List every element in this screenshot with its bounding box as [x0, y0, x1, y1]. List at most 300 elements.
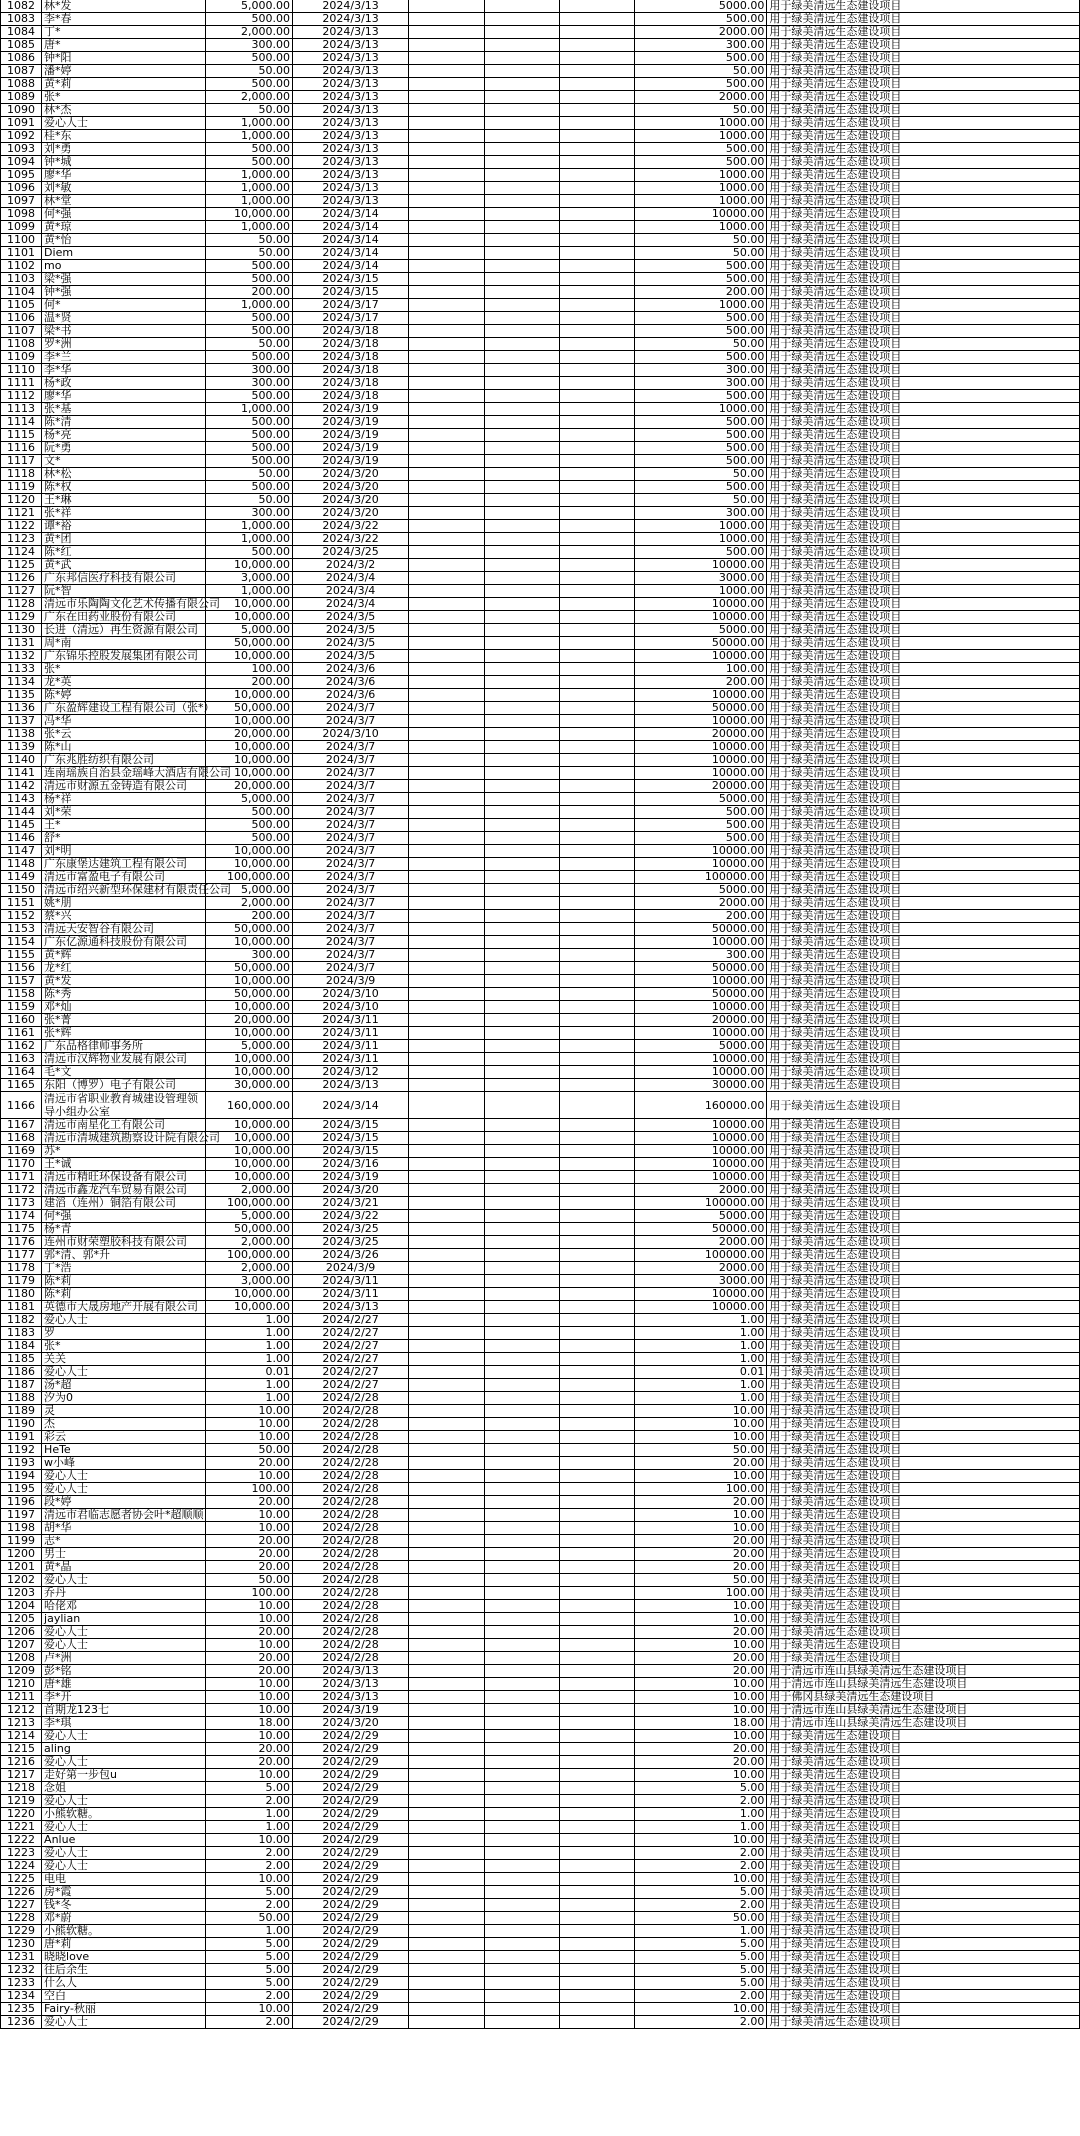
- empty-cell: [559, 1483, 634, 1496]
- row-number: 1119: [1, 481, 42, 494]
- donation-amount: 18.00: [206, 1717, 293, 1730]
- donation-date: 2024/2/28: [292, 1392, 408, 1405]
- donation-date: 2024/3/12: [292, 1066, 408, 1079]
- table-row: [1, 312, 1080, 325]
- row-number: 1217: [1, 1769, 42, 1782]
- donation-date: 2024/3/18: [292, 377, 408, 390]
- donation-date: 2024/3/11: [292, 1027, 408, 1040]
- donation-amount: 1,000.00: [206, 130, 293, 143]
- table-row: [1, 949, 1080, 962]
- row-number: 1222: [1, 1834, 42, 1847]
- donor-name: aling: [42, 1743, 206, 1756]
- empty-cell: [559, 1535, 634, 1548]
- empty-cell: [409, 130, 484, 143]
- empty-cell: [559, 1873, 634, 1886]
- empty-cell: [409, 1079, 484, 1092]
- donor-name: 阮*智: [42, 585, 206, 598]
- table-row: [1, 1431, 1080, 1444]
- empty-cell: [559, 715, 634, 728]
- usage-purpose: 用于绿美清远生态建设项目: [767, 182, 1080, 195]
- table-row: [1, 1561, 1080, 1574]
- empty-cell: [484, 494, 559, 507]
- row-number: 1150: [1, 884, 42, 897]
- empty-cell: [484, 1795, 559, 1808]
- table-row: [1, 598, 1080, 611]
- donation-amount: 50.00: [206, 234, 293, 247]
- usage-purpose: 用于绿美清远生态建设项目: [767, 1379, 1080, 1392]
- usage-amount: 1.00: [635, 1340, 767, 1353]
- usage-purpose: 用于绿美清远生态建设项目: [767, 351, 1080, 364]
- donation-date: 2024/2/27: [292, 1314, 408, 1327]
- empty-cell: [484, 429, 559, 442]
- donor-name: 刘*明: [42, 845, 206, 858]
- donor-name: 清远市清城建筑勘察设计院有限公司: [42, 1132, 206, 1145]
- usage-purpose: 用于绿美清远生态建设项目: [767, 1886, 1080, 1899]
- donation-amount: 500.00: [206, 143, 293, 156]
- donation-date: 2024/2/29: [292, 2016, 408, 2029]
- empty-cell: [484, 117, 559, 130]
- empty-cell: [559, 1834, 634, 1847]
- row-number: 1102: [1, 260, 42, 273]
- donation-amount: 3,000.00: [206, 1275, 293, 1288]
- usage-purpose: 用于绿美清远生态建设项目: [767, 1769, 1080, 1782]
- usage-purpose: 用于绿美清远生态建设项目: [767, 702, 1080, 715]
- usage-amount: 500.00: [635, 52, 767, 65]
- row-number: 1195: [1, 1483, 42, 1496]
- empty-cell: [484, 1001, 559, 1014]
- table-row: [1, 975, 1080, 988]
- row-number: 1139: [1, 741, 42, 754]
- empty-cell: [409, 1379, 484, 1392]
- row-number: 1085: [1, 39, 42, 52]
- donor-name: 广东盈辉建设工程有限公司（张*）: [42, 702, 206, 715]
- empty-cell: [559, 1613, 634, 1626]
- donation-amount: 2.00: [206, 1795, 293, 1808]
- donation-amount: 1.00: [206, 1340, 293, 1353]
- empty-cell: [484, 143, 559, 156]
- table-row: [1, 1027, 1080, 1040]
- usage-amount: 100000.00: [635, 871, 767, 884]
- row-number: 1165: [1, 1079, 42, 1092]
- donation-date: 2024/2/29: [292, 1964, 408, 1977]
- empty-cell: [409, 390, 484, 403]
- empty-cell: [484, 897, 559, 910]
- empty-cell: [484, 1704, 559, 1717]
- donor-name: 周*南: [42, 637, 206, 650]
- table-row: [1, 65, 1080, 78]
- empty-cell: [559, 728, 634, 741]
- table-row: [1, 1574, 1080, 1587]
- usage-purpose: 用于绿美清远生态建设项目: [767, 975, 1080, 988]
- table-row: [1, 1769, 1080, 1782]
- donation-date: 2024/2/29: [292, 1951, 408, 1964]
- row-number: 1126: [1, 572, 42, 585]
- donation-date: 2024/2/29: [292, 1873, 408, 1886]
- usage-amount: 500.00: [635, 312, 767, 325]
- donor-name: 李*琪: [42, 1717, 206, 1730]
- donation-date: 2024/3/7: [292, 780, 408, 793]
- donation-amount: 10,000.00: [206, 858, 293, 871]
- donor-name: 郭*清、郭*升: [42, 1249, 206, 1262]
- usage-amount: 500.00: [635, 819, 767, 832]
- donation-amount: 20.00: [206, 1561, 293, 1574]
- row-number: 1225: [1, 1873, 42, 1886]
- donation-amount: 1.00: [206, 1821, 293, 1834]
- row-number: 1129: [1, 611, 42, 624]
- empty-cell: [484, 1561, 559, 1574]
- usage-purpose: 用于绿美清远生态建设项目: [767, 1860, 1080, 1873]
- empty-cell: [409, 13, 484, 26]
- donation-date: 2024/3/19: [292, 429, 408, 442]
- row-number: 1210: [1, 1678, 42, 1691]
- table-row: [1, 585, 1080, 598]
- row-number: 1166: [1, 1092, 42, 1119]
- donation-amount: 50.00: [206, 338, 293, 351]
- empty-cell: [409, 1977, 484, 1990]
- donor-name: 何*强: [42, 208, 206, 221]
- donor-name: jaylian: [42, 1613, 206, 1626]
- empty-cell: [559, 1717, 634, 1730]
- row-number: 1142: [1, 780, 42, 793]
- empty-cell: [559, 1847, 634, 1860]
- usage-amount: 200.00: [635, 676, 767, 689]
- table-row: [1, 1535, 1080, 1548]
- donation-amount: 1.00: [206, 1327, 293, 1340]
- row-number: 1227: [1, 1899, 42, 1912]
- usage-amount: 50.00: [635, 494, 767, 507]
- empty-cell: [559, 0, 634, 13]
- table-row: [1, 1782, 1080, 1795]
- empty-cell: [559, 1040, 634, 1053]
- usage-purpose: 用于绿美清远生态建设项目: [767, 2016, 1080, 2029]
- table-row: [1, 1834, 1080, 1847]
- empty-cell: [484, 416, 559, 429]
- donation-amount: 10,000.00: [206, 1001, 293, 1014]
- usage-amount: 50.00: [635, 1444, 767, 1457]
- empty-cell: [409, 1210, 484, 1223]
- table-row: [1, 1639, 1080, 1652]
- empty-cell: [409, 1782, 484, 1795]
- usage-amount: 2.00: [635, 1860, 767, 1873]
- donor-name: 钟*阳: [42, 52, 206, 65]
- table-row: [1, 234, 1080, 247]
- empty-cell: [484, 1119, 559, 1132]
- empty-cell: [484, 442, 559, 455]
- donation-amount: 500.00: [206, 806, 293, 819]
- empty-cell: [559, 351, 634, 364]
- row-number: 1176: [1, 1236, 42, 1249]
- empty-cell: [409, 975, 484, 988]
- row-number: 1098: [1, 208, 42, 221]
- empty-cell: [484, 156, 559, 169]
- donor-name: 黄*发: [42, 975, 206, 988]
- row-number: 1213: [1, 1717, 42, 1730]
- usage-amount: 10000.00: [635, 598, 767, 611]
- usage-amount: 1000.00: [635, 130, 767, 143]
- donor-name: 李*开: [42, 1691, 206, 1704]
- empty-cell: [484, 1691, 559, 1704]
- table-row: [1, 247, 1080, 260]
- empty-cell: [409, 1301, 484, 1314]
- usage-purpose: 用于绿美清远生态建设项目: [767, 273, 1080, 286]
- donation-date: 2024/3/6: [292, 676, 408, 689]
- usage-amount: 20.00: [635, 1626, 767, 1639]
- usage-amount: 10.00: [635, 1769, 767, 1782]
- donation-amount: 100,000.00: [206, 871, 293, 884]
- empty-cell: [559, 364, 634, 377]
- empty-cell: [484, 1834, 559, 1847]
- empty-cell: [559, 1236, 634, 1249]
- empty-cell: [409, 1171, 484, 1184]
- usage-purpose: 用于绿美清远生态建设项目: [767, 1639, 1080, 1652]
- donor-name: 清远市君临志愿者协会叶*超顺顺: [42, 1509, 206, 1522]
- donation-date: 2024/2/28: [292, 1457, 408, 1470]
- table-row: [1, 715, 1080, 728]
- empty-cell: [559, 2016, 634, 2029]
- empty-cell: [409, 1639, 484, 1652]
- donation-amount: 50,000.00: [206, 1223, 293, 1236]
- usage-amount: 0.01: [635, 1366, 767, 1379]
- usage-purpose: 用于清远市连山县绿美清远生态建设项目: [767, 1678, 1080, 1691]
- donation-date: 2024/3/2: [292, 559, 408, 572]
- usage-purpose: 用于绿美清远生态建设项目: [767, 897, 1080, 910]
- row-number: 1151: [1, 897, 42, 910]
- donation-date: 2024/3/7: [292, 819, 408, 832]
- donation-amount: 10,000.00: [206, 689, 293, 702]
- table-row: [1, 1092, 1080, 1119]
- row-number: 1162: [1, 1040, 42, 1053]
- empty-cell: [409, 1964, 484, 1977]
- usage-amount: 500.00: [635, 390, 767, 403]
- empty-cell: [484, 0, 559, 13]
- usage-amount: 5000.00: [635, 1210, 767, 1223]
- donor-name: 清远市省职业教育城建设管理领导小组办公室: [42, 1092, 206, 1119]
- empty-cell: [484, 1132, 559, 1145]
- usage-purpose: 用于绿美清远生态建设项目: [767, 312, 1080, 325]
- donor-name: 李*春: [42, 13, 206, 26]
- row-number: 1197: [1, 1509, 42, 1522]
- usage-purpose: 用于绿美清远生态建设项目: [767, 1457, 1080, 1470]
- row-number: 1190: [1, 1418, 42, 1431]
- usage-purpose: 用于清远市连山县绿美清远生态建设项目: [767, 1665, 1080, 1678]
- usage-amount: 1000.00: [635, 533, 767, 546]
- table-row: [1, 494, 1080, 507]
- usage-amount: 10.00: [635, 1509, 767, 1522]
- empty-cell: [559, 403, 634, 416]
- empty-cell: [409, 416, 484, 429]
- empty-cell: [409, 689, 484, 702]
- empty-cell: [484, 1392, 559, 1405]
- usage-purpose: 用于绿美清远生态建设项目: [767, 1353, 1080, 1366]
- table-row: [1, 1730, 1080, 1743]
- usage-purpose: 用于绿美清远生态建设项目: [767, 1119, 1080, 1132]
- empty-cell: [409, 1092, 484, 1119]
- row-number: 1094: [1, 156, 42, 169]
- table-row: [1, 1314, 1080, 1327]
- empty-cell: [559, 312, 634, 325]
- table-row: [1, 1145, 1080, 1158]
- empty-cell: [559, 1119, 634, 1132]
- donation-date: 2024/2/28: [292, 1444, 408, 1457]
- table-row: [1, 689, 1080, 702]
- donor-name: 温*贤: [42, 312, 206, 325]
- donor-name: 爱心人士: [42, 1314, 206, 1327]
- empty-cell: [559, 442, 634, 455]
- usage-purpose: 用于绿美清远生态建设项目: [767, 130, 1080, 143]
- empty-cell: [559, 1314, 634, 1327]
- usage-purpose: 用于佛冈县绿美清远生态建设项目: [767, 1691, 1080, 1704]
- usage-amount: 10000.00: [635, 1053, 767, 1066]
- donation-date: 2024/2/29: [292, 1834, 408, 1847]
- empty-cell: [484, 1535, 559, 1548]
- donation-amount: 300.00: [206, 364, 293, 377]
- empty-cell: [559, 1392, 634, 1405]
- row-number: 1184: [1, 1340, 42, 1353]
- empty-cell: [484, 1925, 559, 1938]
- donation-date: 2024/2/28: [292, 1470, 408, 1483]
- donation-amount: 10.00: [206, 1678, 293, 1691]
- usage-purpose: 用于绿美清远生态建设项目: [767, 1340, 1080, 1353]
- usage-purpose: 用于绿美清远生态建设项目: [767, 1327, 1080, 1340]
- row-number: 1105: [1, 299, 42, 312]
- donor-name: 梁*书: [42, 325, 206, 338]
- empty-cell: [409, 598, 484, 611]
- table-row: [1, 221, 1080, 234]
- usage-amount: 10.00: [635, 1730, 767, 1743]
- usage-amount: 500.00: [635, 143, 767, 156]
- empty-cell: [559, 845, 634, 858]
- donation-amount: 10.00: [206, 1600, 293, 1613]
- empty-cell: [559, 663, 634, 676]
- donation-amount: 2.00: [206, 1847, 293, 1860]
- donation-date: 2024/2/28: [292, 1652, 408, 1665]
- donation-date: 2024/3/22: [292, 520, 408, 533]
- usage-purpose: 用于绿美清远生态建设项目: [767, 195, 1080, 208]
- empty-cell: [409, 494, 484, 507]
- usage-amount: 20.00: [635, 1548, 767, 1561]
- usage-purpose: 用于绿美清远生态建设项目: [767, 858, 1080, 871]
- usage-amount: 100.00: [635, 1587, 767, 1600]
- empty-cell: [484, 806, 559, 819]
- usage-amount: 10.00: [635, 1678, 767, 1691]
- donor-name: 广东在田药业股份有限公司: [42, 611, 206, 624]
- table-row: [1, 650, 1080, 663]
- donation-amount: 5,000.00: [206, 1040, 293, 1053]
- empty-cell: [559, 806, 634, 819]
- donation-amount: 5,000.00: [206, 624, 293, 637]
- empty-cell: [484, 247, 559, 260]
- donation-date: 2024/3/19: [292, 416, 408, 429]
- row-number: 1099: [1, 221, 42, 234]
- empty-cell: [484, 1522, 559, 1535]
- donor-name: 爱心人士: [42, 1860, 206, 1873]
- usage-amount: 50.00: [635, 234, 767, 247]
- donation-amount: 2,000.00: [206, 26, 293, 39]
- empty-cell: [484, 1092, 559, 1119]
- empty-cell: [559, 1001, 634, 1014]
- empty-cell: [559, 1457, 634, 1470]
- empty-cell: [559, 1899, 634, 1912]
- usage-purpose: 用于绿美清远生态建设项目: [767, 156, 1080, 169]
- donor-name: 张*祥: [42, 507, 206, 520]
- donor-name: 何*强: [42, 1210, 206, 1223]
- donor-name: 林*发: [42, 0, 206, 13]
- donor-name: 小熊软糖。: [42, 1808, 206, 1821]
- usage-purpose: 用于绿美清远生态建设项目: [767, 468, 1080, 481]
- donor-name: 爱心人士: [42, 1847, 206, 1860]
- donor-name: 清远市精旺环保设备有限公司: [42, 1171, 206, 1184]
- usage-purpose: 用于绿美清远生态建设项目: [767, 676, 1080, 689]
- row-number: 1180: [1, 1288, 42, 1301]
- usage-amount: 50.00: [635, 1574, 767, 1587]
- empty-cell: [409, 1470, 484, 1483]
- empty-cell: [484, 1223, 559, 1236]
- donation-amount: 500.00: [206, 546, 293, 559]
- table-row: [1, 1079, 1080, 1092]
- usage-amount: 1.00: [635, 1353, 767, 1366]
- empty-cell: [409, 1613, 484, 1626]
- donor-name: 龙*英: [42, 676, 206, 689]
- table-row: [1, 481, 1080, 494]
- donor-name: 小熊软糖。: [42, 1925, 206, 1938]
- donation-date: 2024/3/4: [292, 585, 408, 598]
- row-number: 1212: [1, 1704, 42, 1717]
- table-row: [1, 767, 1080, 780]
- row-number: 1131: [1, 637, 42, 650]
- usage-amount: 5000.00: [635, 624, 767, 637]
- donation-amount: 100,000.00: [206, 1197, 293, 1210]
- empty-cell: [559, 780, 634, 793]
- empty-cell: [409, 559, 484, 572]
- donation-amount: 500.00: [206, 78, 293, 91]
- row-number: 1182: [1, 1314, 42, 1327]
- empty-cell: [409, 52, 484, 65]
- table-row: [1, 169, 1080, 182]
- row-number: 1172: [1, 1184, 42, 1197]
- donor-name: 王*琳: [42, 494, 206, 507]
- empty-cell: [559, 1925, 634, 1938]
- row-number: 1090: [1, 104, 42, 117]
- empty-cell: [559, 910, 634, 923]
- donation-amount: 100.00: [206, 1483, 293, 1496]
- donation-date: 2024/3/18: [292, 364, 408, 377]
- usage-amount: 20000.00: [635, 728, 767, 741]
- empty-cell: [484, 793, 559, 806]
- usage-purpose: 用于绿美清远生态建设项目: [767, 1977, 1080, 1990]
- donation-date: 2024/2/28: [292, 1613, 408, 1626]
- empty-cell: [409, 1990, 484, 2003]
- donation-date: 2024/3/13: [292, 0, 408, 13]
- empty-cell: [484, 650, 559, 663]
- donation-date: 2024/3/25: [292, 1236, 408, 1249]
- empty-cell: [484, 1964, 559, 1977]
- usage-amount: 1.00: [635, 1925, 767, 1938]
- row-number: 1186: [1, 1366, 42, 1379]
- empty-cell: [409, 2016, 484, 2029]
- empty-cell: [559, 195, 634, 208]
- empty-cell: [559, 377, 634, 390]
- donation-date: 2024/3/7: [292, 754, 408, 767]
- empty-cell: [409, 1847, 484, 1860]
- usage-amount: 10000.00: [635, 689, 767, 702]
- usage-purpose: 用于绿美清远生态建设项目: [767, 741, 1080, 754]
- empty-cell: [409, 533, 484, 546]
- empty-cell: [559, 1938, 634, 1951]
- empty-cell: [559, 832, 634, 845]
- empty-cell: [409, 1262, 484, 1275]
- row-number: 1209: [1, 1665, 42, 1678]
- donor-name: 桂*东: [42, 130, 206, 143]
